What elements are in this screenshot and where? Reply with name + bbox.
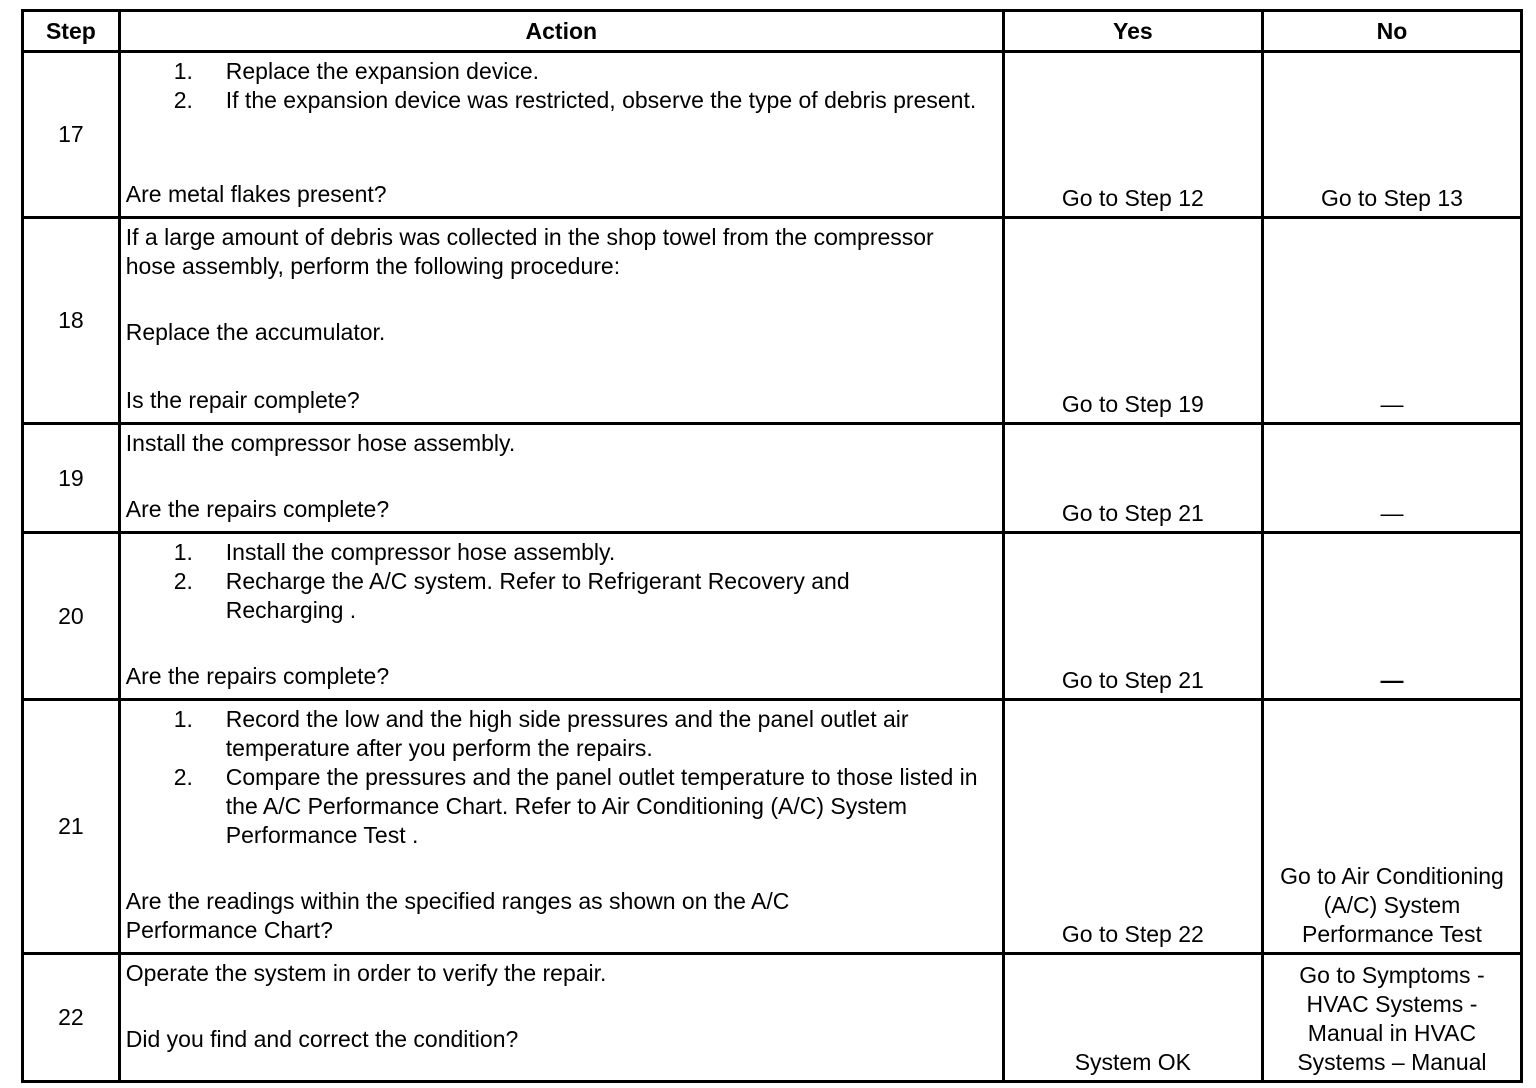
step-number: 20 xyxy=(23,533,120,700)
action-cell xyxy=(119,52,1003,218)
action-cell xyxy=(119,533,1003,700)
header-action: Action xyxy=(119,11,1003,52)
no-link[interactable]: Go to Step 13 xyxy=(1262,52,1521,218)
action-list xyxy=(126,705,998,850)
action-question: Are the repairs complete? xyxy=(125,496,390,522)
list-item: 2. Compare the pressures and the panel outlet temperature to those listed in the A/C Performance Chart. Refer to Air Conditioning (A/C) System Performance Test . xyxy=(173,764,978,848)
header-no: No xyxy=(1262,11,1521,52)
list-item: 1. Record the low and the high side pressures and the panel outlet air temperature after you perform the repairs. xyxy=(173,706,909,761)
yes-link[interactable]: Go to Step 21 xyxy=(1003,424,1262,533)
header-row xyxy=(23,11,1522,52)
action-question: Are the repairs complete? xyxy=(125,663,390,689)
diagnostic-table xyxy=(21,9,1523,1083)
action-question: Are metal flakes present? xyxy=(125,181,387,207)
list-item: 2. If the expansion device was restricted, observe the type of debris present. xyxy=(173,87,977,113)
table-row xyxy=(23,52,1522,218)
action-list xyxy=(126,57,998,115)
list-item: 2. Recharge the A/C system. Refer to Refrigerant Recovery and Recharging . xyxy=(173,568,850,623)
action-list xyxy=(126,538,998,625)
table-row xyxy=(23,424,1522,533)
action-paragraph: If a large amount of debris was collected in the shop towel from the compressor hose assembly, perform the following procedure: xyxy=(125,224,934,279)
yes-link[interactable]: Go to Step 22 xyxy=(1003,700,1262,954)
action-question: Are the readings within the specified ranges as shown on the A/C Performance Chart? xyxy=(125,888,790,943)
action-question: Did you find and correct the condition? xyxy=(125,1026,519,1052)
no-link[interactable]: Go to Symptoms - HVAC Systems - Manual in HVAC Systems – Manual xyxy=(1262,954,1521,1082)
yes-link[interactable]: Go to Step 12 xyxy=(1003,52,1262,218)
list-item: 1. Replace the expansion device. xyxy=(173,58,540,84)
yes-link[interactable]: Go to Step 19 xyxy=(1003,218,1262,424)
action-paragraph: Replace the accumulator. xyxy=(125,319,386,345)
yes-link[interactable]: System OK xyxy=(1003,954,1262,1082)
table-row xyxy=(23,218,1522,424)
action-cell xyxy=(119,700,1003,954)
header-step: Step xyxy=(23,11,120,52)
step-number: 21 xyxy=(23,700,120,954)
header-yes: Yes xyxy=(1003,11,1262,52)
table-row xyxy=(23,700,1522,954)
action-cell xyxy=(119,218,1003,424)
step-number: 17 xyxy=(23,52,120,218)
no-value: — xyxy=(1262,218,1521,424)
no-value: — xyxy=(1262,424,1521,533)
action-question: Is the repair complete? xyxy=(125,387,360,413)
action-cell xyxy=(119,954,1003,1082)
action-cell xyxy=(119,424,1003,533)
step-number: 19 xyxy=(23,424,120,533)
yes-link[interactable]: Go to Step 21 xyxy=(1003,533,1262,700)
no-value: — xyxy=(1262,533,1521,700)
action-paragraph: Install the compressor hose assembly. xyxy=(125,430,516,456)
step-number: 18 xyxy=(23,218,120,424)
table-row xyxy=(23,954,1522,1082)
table-row xyxy=(23,533,1522,700)
list-item: 1. Install the compressor hose assembly. xyxy=(173,539,616,565)
step-number: 22 xyxy=(23,954,120,1082)
no-link[interactable]: Go to Air Conditioning (A/C) System Performance Test xyxy=(1262,700,1521,954)
action-paragraph: Operate the system in order to verify the repair. xyxy=(125,960,607,986)
